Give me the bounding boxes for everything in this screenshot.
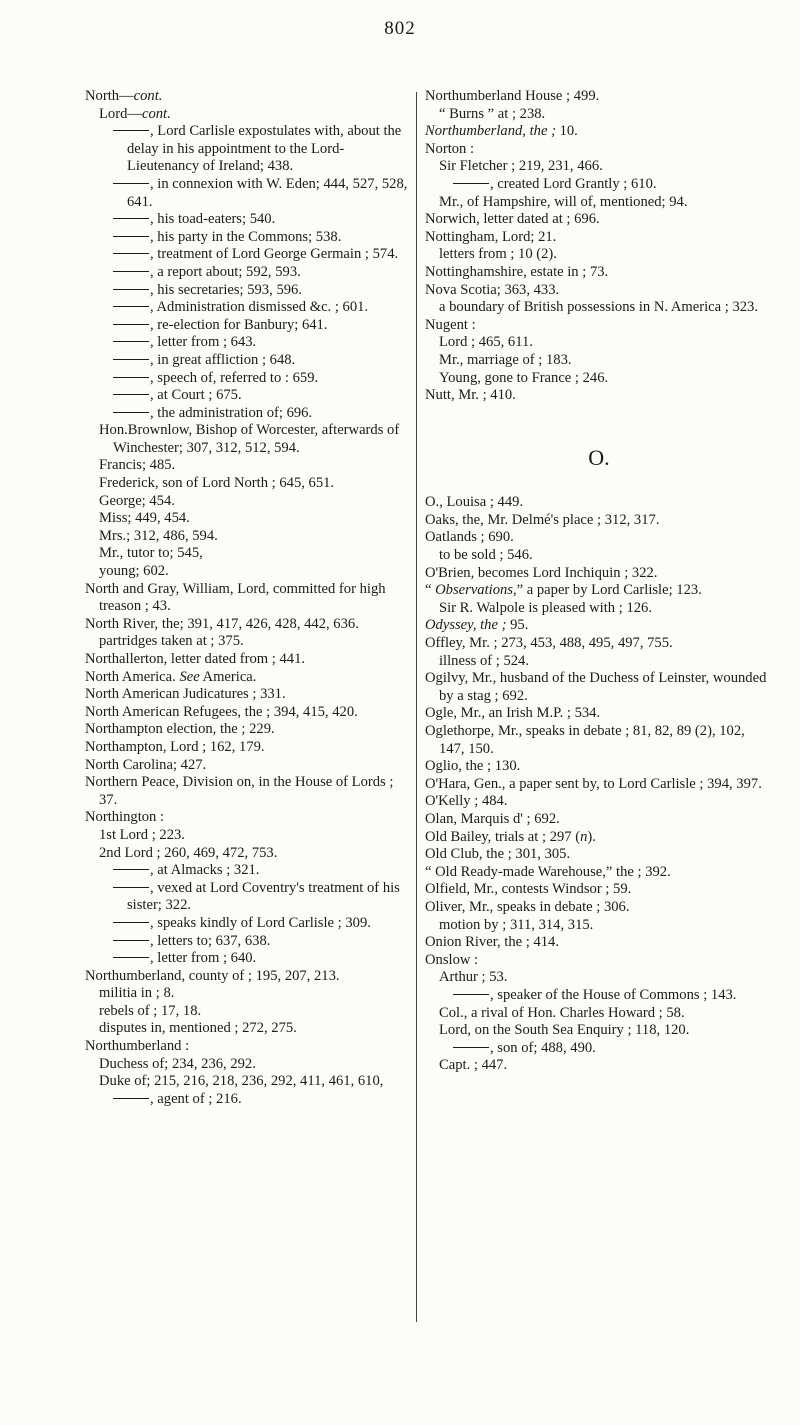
index-entry	[85, 915, 410, 933]
entry-text-tail: 10.	[555, 123, 578, 140]
index-entry	[425, 793, 773, 811]
index-entry	[425, 635, 773, 653]
index-entry	[425, 811, 773, 829]
entry-text: Northumberland House ; 499.	[425, 88, 600, 104]
entry-text: , re-election for Banbury; 641.	[150, 316, 328, 333]
entry-italic-text: n	[580, 828, 588, 845]
index-entry	[85, 1003, 410, 1021]
index-entry	[425, 158, 773, 176]
index-entry	[425, 211, 773, 229]
repeat-dash	[113, 306, 149, 307]
entry-text: Nottingham, Lord; 21.	[425, 228, 557, 245]
entry-text: “	[425, 582, 436, 599]
entry-text: Ogilvy, Mr., husband of the Duchess of Leinster, wounded by a stag ; 692.	[425, 670, 767, 704]
entry-text: Old Club, the ; 301, 305.	[425, 846, 571, 863]
index-entry	[425, 106, 773, 124]
index-entry	[425, 299, 773, 317]
entry-text: Ogle, Mr., an Irish M.P. ; 534.	[425, 705, 601, 722]
index-entry	[85, 739, 410, 757]
entry-text: Col., a rival of Hon. Charles Howard ; 58.	[439, 1004, 685, 1021]
entry-text: , letters to; 637, 638.	[150, 932, 271, 949]
entry-text: North River, the; 391, 417, 426, 428, 442, 636.	[85, 615, 359, 632]
entry-text: 2nd Lord ; 260, 469, 472, 753.	[99, 844, 278, 861]
repeat-dash	[113, 394, 149, 395]
entry-text: Norton :	[425, 140, 475, 157]
entry-text: Offley, Mr. ; 273, 453, 488, 495, 497, 755.	[425, 635, 673, 652]
index-entry	[425, 723, 773, 758]
index-entry	[85, 1091, 410, 1109]
entry-italic-text: Observations,	[435, 582, 517, 599]
index-entry	[85, 282, 410, 300]
index-entry	[85, 985, 410, 1003]
right-column	[425, 88, 773, 1075]
entry-text: “ Burns ” at ; 238.	[439, 105, 546, 122]
index-entry	[85, 581, 410, 616]
entry-text: , a report about; 592, 593.	[150, 263, 301, 280]
entry-text: , at Court ; 675.	[150, 387, 242, 404]
entry-text: , Administration dismissed &c. ; 601.	[150, 299, 369, 316]
index-entry	[425, 952, 773, 970]
repeat-dash	[113, 887, 149, 888]
index-entry	[85, 422, 410, 457]
entry-text: Northington :	[85, 809, 165, 826]
index-entry	[85, 334, 410, 352]
entry-text: Nottinghamshire, estate in ; 73.	[425, 263, 609, 280]
entry-text: Oglio, the ; 130.	[425, 758, 521, 775]
index-entry	[85, 950, 410, 968]
index-entry	[425, 846, 773, 864]
index-entry	[425, 494, 773, 512]
entry-text: Onion River, the ; 414.	[425, 934, 559, 951]
entry-text: Old Bailey, trials at ; 297 (	[425, 828, 581, 845]
index-entry	[425, 88, 773, 106]
entry-text: North American Judicatures ; 331.	[85, 686, 286, 703]
entry-text: Mrs.; 312, 486, 594.	[99, 527, 218, 544]
entry-text: Northumberland, county of ; 195, 207, 213.	[85, 967, 340, 984]
entry-text: Sir R. Walpole is pleased with ; 126.	[439, 599, 652, 616]
entry-text: Northampton election, the ; 229.	[85, 721, 275, 738]
entry-text: Mr., of Hampshire, will of, mentioned; 94.	[439, 193, 688, 210]
index-entry	[425, 141, 773, 159]
index-entry	[85, 246, 410, 264]
repeat-dash	[453, 183, 489, 184]
index-entry	[85, 370, 410, 388]
index-entry	[425, 776, 773, 794]
entry-text-tail: America.	[199, 668, 257, 685]
entry-text-tail: ).	[587, 828, 596, 845]
entry-text: Olan, Marquis d' ; 692.	[425, 810, 560, 827]
index-entry	[425, 282, 773, 300]
index-entry	[85, 845, 410, 863]
index-entry	[425, 758, 773, 776]
entry-text: Oliver, Mr., speaks in debate ; 306.	[425, 898, 630, 915]
entry-text: Duke of; 215, 216, 218, 236, 292, 411, 461, 610,	[99, 1073, 384, 1090]
entry-text-tail: ” a paper by Lord Carlisle; 123.	[516, 582, 702, 599]
repeat-dash	[113, 377, 149, 378]
entry-text: Sir Fletcher ; 219, 231, 466.	[439, 158, 603, 175]
entry-text: a boundary of British possessions in N. America ; 323.	[439, 299, 759, 316]
section-letter-heading: O.	[588, 444, 610, 470]
repeat-dash	[113, 940, 149, 941]
entry-text: Oaks, the, Mr. Delmé's place ; 312, 317.	[425, 511, 660, 528]
index-entry	[425, 969, 773, 987]
entry-text: “ Old Ready-made Warehouse,” the ; 392.	[425, 863, 671, 880]
entry-text: , his toad-eaters; 540.	[150, 211, 276, 228]
index-entry	[85, 1038, 410, 1056]
index-entry	[85, 862, 410, 880]
entry-text: , speaks kindly of Lord Carlisle ; 309.	[150, 914, 371, 931]
entry-text: North—	[85, 88, 134, 104]
repeat-dash	[113, 130, 149, 131]
entry-text: Northern Peace, Division on, in the House of Lords ; 37.	[85, 774, 394, 808]
entry-text: Nugent :	[425, 316, 476, 333]
entry-text: motion by ; 311, 314, 315.	[439, 916, 594, 933]
index-entry	[425, 653, 773, 671]
entry-text: Hon.Brownlow, Bishop of Worcester, afterwards of Winchester; 307, 312, 512, 594.	[99, 422, 400, 456]
index-entry	[85, 774, 410, 809]
index-entry	[85, 616, 410, 634]
repeat-dash	[113, 957, 149, 958]
entry-text: Young, gone to France ; 246.	[439, 369, 609, 386]
index-entry	[425, 934, 773, 952]
index-entry	[85, 933, 410, 951]
index-entry	[85, 528, 410, 546]
entry-text: Frederick, son of Lord North ; 645, 651.	[99, 475, 335, 492]
entry-text: rebels of ; 17, 18.	[99, 1002, 202, 1019]
repeat-dash	[113, 922, 149, 923]
index-entry	[85, 1056, 410, 1074]
entry-text: George; 454.	[99, 492, 175, 509]
index-entry	[425, 334, 773, 352]
entry-text: , speech of, referred to : 659.	[150, 369, 319, 386]
index-entry	[425, 565, 773, 583]
repeat-dash	[113, 183, 149, 184]
index-entry	[85, 123, 410, 176]
left-column	[85, 88, 410, 1108]
entry-text: , Lord Carlisle expostulates with, about the delay in his appointment to the Lord-Lieutenancy of Ireland; 438.	[127, 123, 402, 175]
entry-text: North America.	[85, 668, 180, 685]
entry-text: , letter from ; 643.	[150, 334, 257, 351]
entry-text: Northampton, Lord ; 162, 179.	[85, 738, 265, 755]
entry-text: militia in ; 8.	[99, 985, 175, 1002]
index-entry	[85, 211, 410, 229]
repeat-dash	[113, 1098, 149, 1099]
index-entry	[85, 827, 410, 845]
index-entry	[425, 899, 773, 917]
repeat-dash	[113, 218, 149, 219]
page-number: 802	[384, 18, 416, 39]
index-entry	[425, 829, 773, 847]
entry-text: disputes in, mentioned ; 272, 275.	[99, 1020, 297, 1037]
index-entry	[85, 669, 410, 687]
entry-text: , in connexion with W. Eden; 444, 527, 528, 641.	[127, 175, 408, 210]
index-entry	[85, 1020, 410, 1038]
entry-text: Onslow :	[425, 951, 479, 968]
entry-text: 1st Lord ; 223.	[99, 826, 185, 843]
repeat-dash	[113, 412, 149, 413]
entry-text: , his party in the Commons; 538.	[150, 228, 342, 245]
entry-text: O'Brien, becomes Lord Inchiquin ; 322.	[425, 564, 658, 581]
entry-text: North American Refugees, the ; 394, 415, 420.	[85, 703, 358, 720]
index-entry	[85, 757, 410, 775]
index-entry	[85, 651, 410, 669]
index-entry	[425, 600, 773, 618]
entry-text: Northallerton, letter dated from ; 441.	[85, 651, 306, 667]
column-divider	[416, 92, 417, 1322]
index-entry	[425, 1040, 773, 1058]
entry-text: , the administration of; 696.	[150, 404, 313, 421]
repeat-dash	[113, 271, 149, 272]
index-entry	[425, 987, 773, 1005]
repeat-dash	[113, 253, 149, 254]
index-entry	[85, 176, 410, 211]
index-entry	[85, 721, 410, 739]
index-entry	[425, 352, 773, 370]
entry-text: North Carolina; 427.	[85, 756, 207, 773]
entry-text: , at Almacks ; 321.	[150, 862, 260, 879]
index-entry	[85, 88, 410, 106]
repeat-dash	[113, 869, 149, 870]
entry-text: , speaker of the House of Commons ; 143.	[490, 986, 737, 1003]
entry-text: young; 602.	[99, 563, 169, 580]
index-entry	[85, 299, 410, 317]
repeat-dash	[113, 236, 149, 237]
entry-text: Northumberland :	[85, 1038, 190, 1055]
index-entry	[425, 881, 773, 899]
entry-text: Mr., marriage of ; 183.	[439, 351, 572, 368]
entry-text: , in great affliction ; 648.	[150, 351, 296, 368]
index-entry	[425, 1057, 773, 1075]
index-entry	[425, 582, 773, 600]
entry-text: Lord ; 465, 611.	[439, 334, 533, 351]
entry-text: Lord, on the South Sea Enquiry ; 118, 120.	[439, 1022, 690, 1039]
entry-italic-text: Odyssey, the ;	[425, 617, 507, 634]
entry-text: Arthur ; 53.	[439, 969, 508, 986]
index-entry	[85, 493, 410, 511]
entry-text: Mr., tutor to; 545,	[99, 545, 203, 562]
entry-text: O'Hara, Gen., a paper sent by, to Lord Carlisle ; 394, 397.	[425, 775, 762, 792]
entry-text: O'Kelly ; 484.	[425, 793, 508, 810]
index-entry	[425, 1022, 773, 1040]
entry-text: Nova Scotia; 363, 433.	[425, 281, 560, 298]
index-entry	[425, 176, 773, 194]
entry-text: Duchess of; 234, 236, 292.	[99, 1055, 256, 1072]
index-entry	[425, 1005, 773, 1023]
entry-italic-text: See	[179, 668, 200, 685]
entry-text: Miss; 449, 454.	[99, 510, 190, 527]
entry-text: Oglethorpe, Mr., speaks in debate ; 81, 82, 89 (2), 102, 147, 150.	[425, 723, 745, 757]
repeat-dash	[113, 324, 149, 325]
entry-text: Nutt, Mr. ; 410.	[425, 387, 516, 404]
repeat-dash	[113, 341, 149, 342]
index-entry	[85, 387, 410, 405]
index-entry	[85, 968, 410, 986]
entry-text: , created Lord Grantly ; 610.	[490, 175, 657, 192]
index-entry	[85, 809, 410, 827]
index-entry	[85, 457, 410, 475]
index-entry	[85, 264, 410, 282]
index-entry	[425, 529, 773, 547]
entry-text: illness of ; 524.	[439, 652, 529, 669]
entry-italic-text: cont.	[133, 88, 163, 104]
entry-text: Oatlands ; 690.	[425, 529, 514, 546]
entry-italic-text: cont.	[141, 105, 171, 122]
index-entry	[85, 880, 410, 915]
index-entry	[85, 704, 410, 722]
index-entry	[425, 617, 773, 635]
index-entry	[425, 229, 773, 247]
index-entry	[85, 1073, 410, 1091]
entry-text: to be sold ; 546.	[439, 547, 533, 564]
index-entry	[85, 510, 410, 528]
index-entry	[85, 352, 410, 370]
entry-text: , letter from ; 640.	[150, 950, 257, 967]
repeat-dash	[113, 359, 149, 360]
entry-text: letters from ; 10 (2).	[439, 246, 557, 263]
index-entry	[425, 705, 773, 723]
entry-text: Capt. ; 447.	[439, 1057, 508, 1074]
index-entry	[425, 512, 773, 530]
entry-text: , agent of ; 216.	[150, 1090, 242, 1107]
repeat-dash	[453, 1047, 489, 1048]
index-entry	[85, 545, 410, 563]
index-entry	[85, 686, 410, 704]
entry-italic-text: Northumberland, the ;	[425, 123, 556, 140]
index-entry	[85, 633, 410, 651]
index-entry	[425, 246, 773, 264]
index-entry	[85, 229, 410, 247]
index-entry	[425, 670, 773, 705]
entry-text: Lord—	[99, 105, 142, 122]
index-entry	[425, 387, 773, 405]
index-entry	[425, 547, 773, 565]
repeat-dash	[113, 289, 149, 290]
entry-text: , vexed at Lord Coventry's treatment of his sister; 322.	[127, 879, 400, 914]
index-entry	[425, 370, 773, 388]
repeat-dash	[453, 994, 489, 995]
index-entry	[425, 864, 773, 882]
index-entry	[85, 475, 410, 493]
index-entry	[425, 194, 773, 212]
index-entry	[85, 405, 410, 423]
index-entry	[425, 917, 773, 935]
entry-text: Olfield, Mr., contests Windsor ; 59.	[425, 881, 632, 898]
entry-text: O., Louisa ; 449.	[425, 494, 524, 511]
entry-text: Francis; 485.	[99, 457, 176, 474]
entry-text: , treatment of Lord George Germain ; 574.	[150, 246, 399, 263]
entry-text: , his secretaries; 593, 596.	[150, 281, 302, 298]
index-entry	[85, 563, 410, 581]
index-entry	[85, 106, 410, 124]
index-entry	[85, 317, 410, 335]
entry-text-tail: 95.	[506, 617, 529, 634]
entry-text: North and Gray, William, Lord, committed for high treason ; 43.	[85, 580, 386, 615]
entry-text: partridges taken at ; 375.	[99, 633, 244, 650]
entry-text: Norwich, letter dated at ; 696.	[425, 211, 600, 228]
index-entry	[425, 123, 773, 141]
index-entry	[425, 264, 773, 282]
entry-text: , son of; 488, 490.	[490, 1039, 596, 1056]
index-entry	[425, 317, 773, 335]
